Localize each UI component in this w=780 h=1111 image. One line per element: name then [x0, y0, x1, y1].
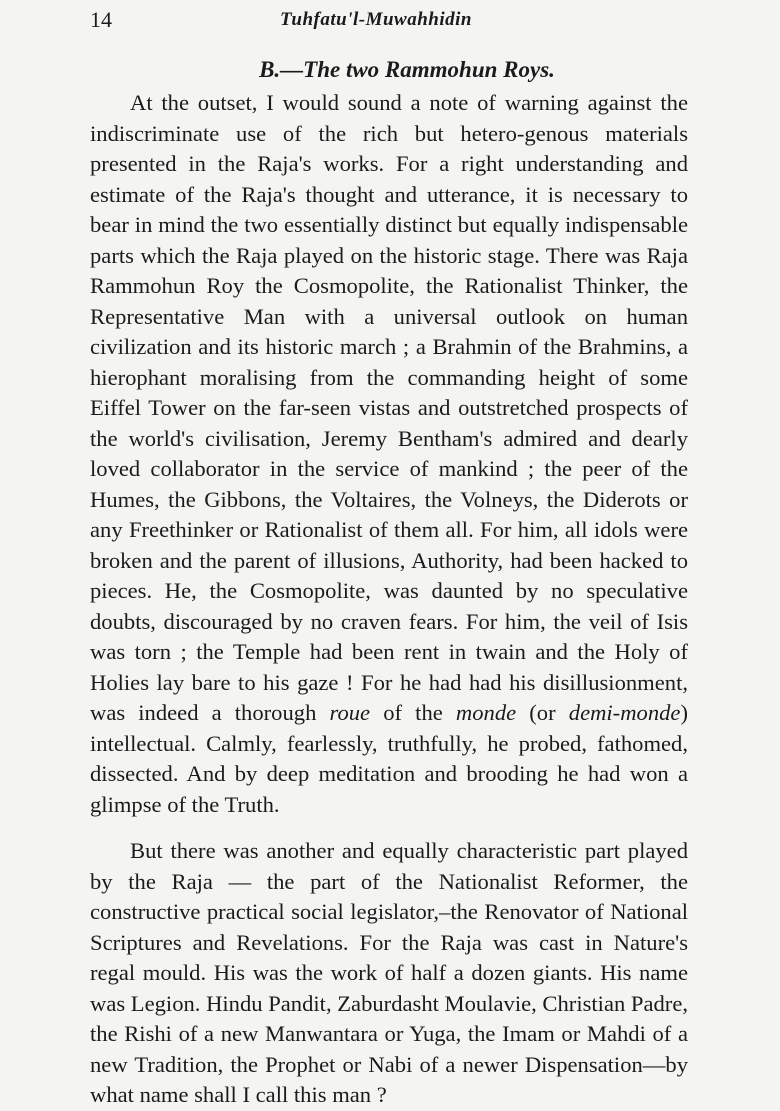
page-header — [90, 4, 690, 36]
italic-demi-monde: demi-monde — [568, 700, 681, 725]
page-number: 14 — [90, 7, 112, 32]
paragraph-1-text-d: ) intellectual. Calmly, fearlessly, truthfully, he probed, fathomed, dissected. And by deep meditation and brooding he had won a glimpse of the Truth. — [90, 700, 688, 817]
paragraph-1-text-c: (or — [516, 700, 569, 725]
section-title: B.—The two Rammohun Roys. — [259, 57, 555, 82]
body-text — [90, 52, 688, 1111]
paragraph-1-text-a: At the outset, I would sound a note of warning against the indiscriminate use of the rich but hetero-genous materials presented in the Raja's works. For a right understanding and estimate of the Raja's thought and utterance, it is necessary to bear in mind the two essentially distinct but equally indispensable parts which the Raja played on the historic stage. There was Raja Rammohun Roy the Cosmopolite, the Rationalist Thinker, the Representative Man with a universal outlook on human civilization and its historic march ; a Brahmin of the Brahmins, a hierophant moralising from the commanding height of some Eiffel Tower on the far-seen vistas and outstretched prospects of the world's civilisation, Jeremy Bentham's admired and dearly loved collaborator in the service of mankind ; the peer of the Humes, the Gibbons, the Voltaires, the Volneys, the Diderots or any Freethinker or Rationalist of them all. For him, all idols were broken and the parent of illusions, Authority, had been hacked to pieces. He, the Cosmopolite, was daunted by no speculative doubts, discouraged by no craven fears. For him, the veil of Isis was torn ; the Temple had been rent in twain and the Holy of Holies lay bare to his gaze ! For he had had his disillusionment, was indeed a thorough — [90, 90, 688, 725]
paragraph-2 — [90, 836, 688, 1111]
italic-roue: roue — [329, 700, 371, 725]
paragraph-1-text-b: of the — [370, 700, 456, 725]
paragraph-2-text: But there was another and equally characteristic part played by the Raja — the part of the Nationalist Reformer, the constructive practical social legislator,–the Renovator of National Scriptures and Revelations. For the Raja was cast in Nature's regal mould. His was the work of half a dozen giants. His name was Legion. Hindu Pandit, Zaburdasht Moulavie, Christian Padre, the Rishi of a new Manwantara or Yuga, the Imam or Mahdi of a new Tradition, the Prophet or Nabi of a newer Dispensation—by what name shall I call this man ? — [90, 838, 689, 1107]
italic-monde: monde — [455, 700, 517, 725]
paragraph-1 — [90, 88, 688, 820]
running-title: Tuhfatu'l-Muwahhidin — [280, 9, 472, 30]
